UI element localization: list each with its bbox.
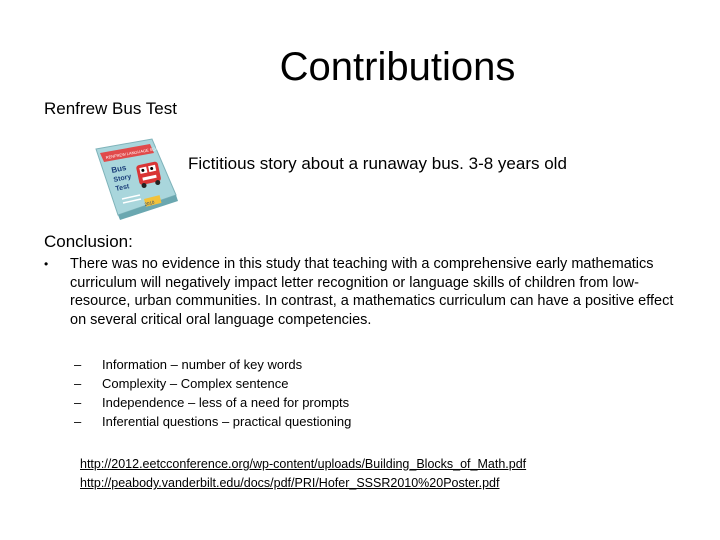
dash-marker: – bbox=[74, 376, 82, 391]
box-banner-text: RENFREW LANGUAGE SCALES bbox=[105, 144, 166, 160]
list-item-text: Independence – less of a need for prompts bbox=[102, 395, 350, 410]
box-title-line1: Bus bbox=[110, 163, 128, 175]
box-badge: 2010 bbox=[144, 199, 155, 207]
reference-link-building-blocks[interactable]: http://2012.eetcconference.org/wp-content/uploads/Building_Blocks_of_Math.pdf bbox=[80, 457, 527, 471]
dash-marker: – bbox=[74, 357, 82, 372]
reference-link-peabody[interactable]: http://peabody.vanderbilt.edu/docs/pdf/PRI/Hofer_SSSR2010%20Poster.pdf bbox=[80, 476, 500, 490]
box-title-line2: Story bbox=[112, 173, 132, 184]
conclusion-bullet bbox=[44, 255, 684, 329]
bullet-marker: • bbox=[44, 257, 49, 271]
test-name: Renfrew Bus Test bbox=[44, 99, 177, 118]
reference-links bbox=[80, 455, 526, 493]
dash-marker: – bbox=[74, 414, 82, 429]
list-item-text: Inferential questions – practical questioning bbox=[102, 414, 352, 429]
box-title-line3: Test bbox=[114, 183, 130, 193]
list-item-text: Information – number of key words bbox=[102, 357, 303, 372]
list-item-text: Complexity – Complex sentence bbox=[102, 376, 289, 391]
dash-marker: – bbox=[74, 395, 82, 410]
conclusion-text: There was no evidence in this study that teaching with a comprehensive early mathematics curriculum will negatively impact letter recognition or language skills of children from low-resource, urban communities. In contrast, a mathematics curriculum can have a positive effect on several critical oral language competencies. bbox=[70, 256, 674, 328]
bus-test-box-image bbox=[92, 135, 184, 220]
conclusion-heading: Conclusion: bbox=[44, 232, 133, 251]
slide-title: Contributions bbox=[279, 45, 516, 89]
test-description: Fictitious story about a runaway bus. 3-8 years old bbox=[188, 154, 567, 173]
